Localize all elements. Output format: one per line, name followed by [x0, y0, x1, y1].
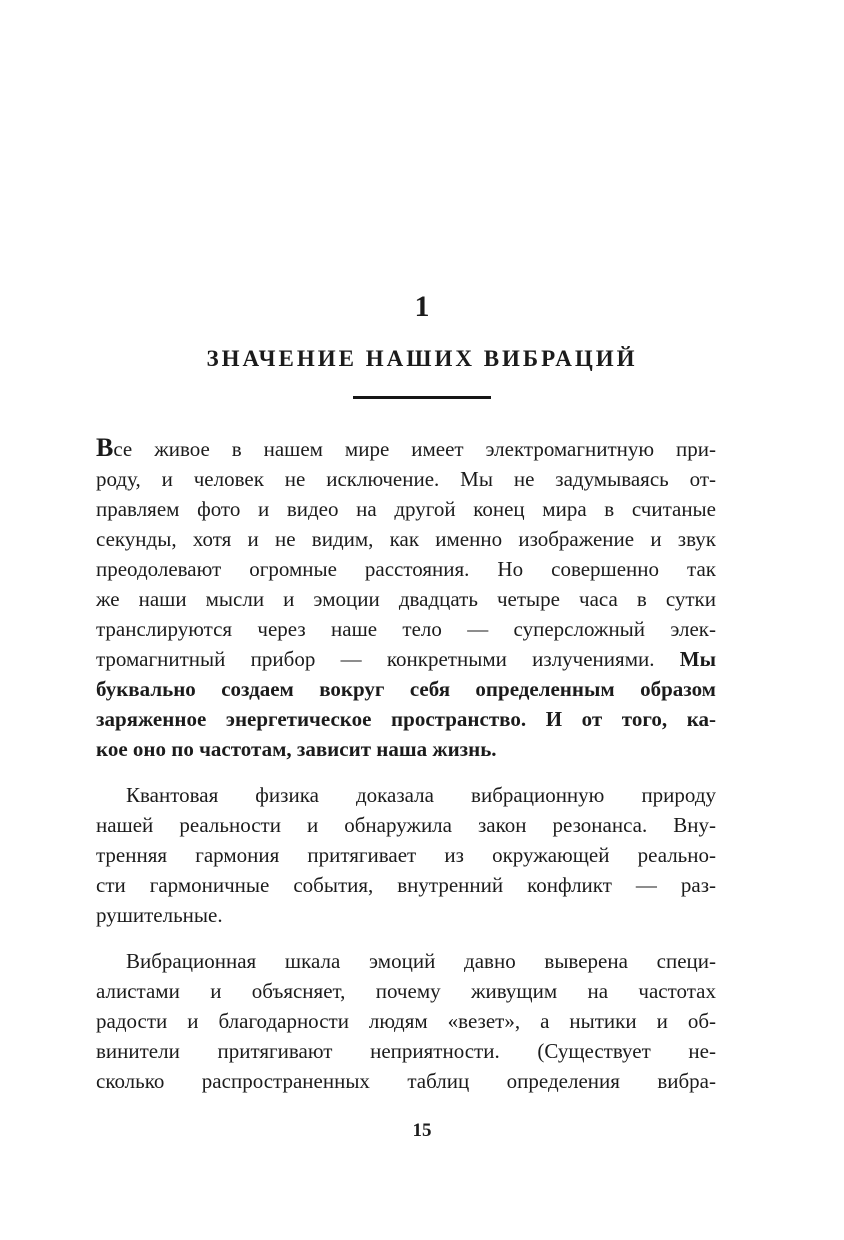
- chapter-title: ЗНАЧЕНИЕ НАШИХ ВИБРАЦИЙ: [206, 346, 638, 371]
- title-divider: [353, 396, 491, 399]
- text-line: винители притягивают неприятности. (Существует не-: [96, 1039, 716, 1063]
- page-number: 15: [412, 1120, 432, 1141]
- text-line: сти гармоничные события, внутренний конфликт — раз-: [96, 873, 716, 897]
- text-line: сколько распространенных таблиц определения вибра-: [96, 1069, 716, 1093]
- body-text: [96, 433, 716, 1112]
- text-line: рушительные.: [96, 903, 223, 927]
- text-line: радости и благодарности людям «везет», а нытики и об-: [96, 1009, 716, 1033]
- chapter-number: 1: [414, 290, 430, 323]
- text-line: кое оно по частотам, зависит наша жизнь.: [96, 737, 497, 761]
- text-line: Все живое в нашем мире имеет электромагнитную при-: [96, 433, 716, 462]
- text-line: нашей реальности и обнаружила закон резонанса. Вну-: [96, 813, 716, 837]
- paragraph: [96, 946, 716, 1096]
- text-line: преодолевают огромные расстояния. Но совершенно так: [96, 557, 716, 581]
- text-line: тромагнитный прибор — конкретными излучениями. Мы: [96, 647, 716, 671]
- text-line: правляем фото и видео на другой конец мира в считаные: [96, 497, 716, 521]
- text-line: алистами и объясняет, почему живущим на частотах: [96, 979, 716, 1003]
- text-line: секунды, хотя и не видим, как именно изображение и звук: [96, 527, 716, 551]
- text-line: роду, и человек не исключение. Мы не задумываясь от-: [96, 467, 716, 491]
- text-line: Квантовая физика доказала вибрационную природу: [126, 783, 716, 807]
- lead-initial: В: [96, 433, 114, 462]
- text-line: заряженное энергетическое пространство. И от того, ка-: [96, 707, 716, 731]
- text-line: транслируются через наше тело — суперсложный элек-: [96, 617, 716, 641]
- paragraph: [96, 433, 716, 764]
- text-line: буквально создаем вокруг себя определенным образом: [96, 677, 716, 701]
- text-line: же наши мысли и эмоции двадцать четыре часа в сутки: [96, 587, 716, 611]
- paragraph: [96, 780, 716, 930]
- text-line: Вибрационная шкала эмоций давно выверена специ-: [126, 949, 716, 973]
- text-line: тренняя гармония притягивает из окружающей реально-: [96, 843, 716, 867]
